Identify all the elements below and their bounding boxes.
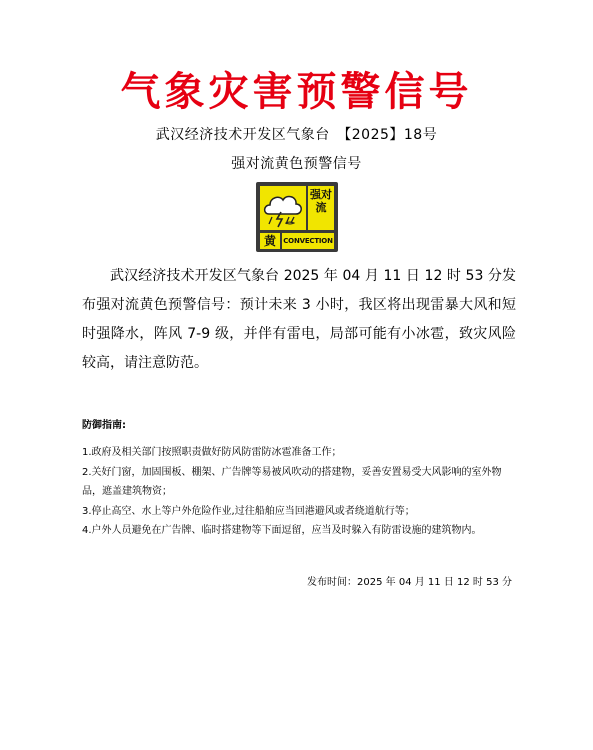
badge-english-label: CONVECTION	[282, 233, 334, 249]
guide-heading: 防御指南:	[82, 420, 126, 431]
guide-item: 2.关好门窗，加固围板、棚架、广告牌等易被风吹动的搭建物，妥善安置易受大风影响的室外物品，遮盖建筑物资；	[82, 466, 502, 497]
thunderstorm-cloud-icon	[260, 186, 306, 230]
badge-type-label: 强对流	[308, 186, 334, 230]
warning-badge	[256, 182, 338, 252]
badge-level-label: 黄	[260, 233, 280, 249]
guide-item: 4.户外人员避免在广告牌、临时搭建物等下面逗留，应当及时躲入有防雷设施的建筑物内。	[82, 525, 482, 536]
guide-item: 3.停止高空、水上等户外危险作业,过往船舶应当回港避风或者绕道航行等；	[82, 505, 415, 517]
warning-body: 武汉经济技术开发区气象台 2025 年 04 月 11 日 12 时 53 分发布强对流黄色预警信号：预计未来 3 小时，我区将出现雷暴大风和短时强降水，阵风 7-9 级，并伴有雷电，局部可能有小冰雹，致灾风险较高，请注意防范。	[82, 268, 516, 371]
guide-item: 1.政府及相关部门按照职责做好防风防雷防冰雹准备工作；	[82, 447, 342, 458]
warning-subtitle: 强对流黄色预警信号	[231, 156, 362, 172]
issuer-line: 武汉经济技术开发区气象台 【2025】18号	[155, 127, 438, 143]
warning-title: 气象灾害预警信号	[120, 68, 473, 115]
guide-list	[82, 443, 516, 541]
publish-time: 发布时间：2025 年 04 月 11 日 12 时 53 分	[307, 577, 512, 588]
